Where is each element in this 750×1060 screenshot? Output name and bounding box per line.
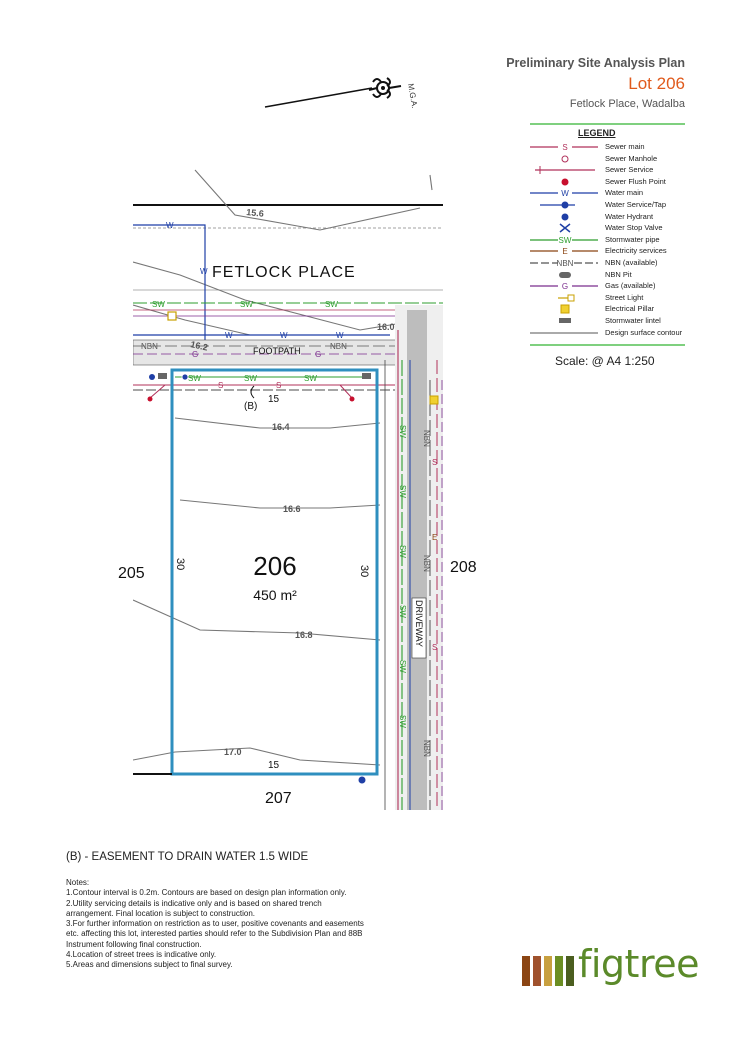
contour-label: 16.0 <box>377 322 395 332</box>
tap-legend-icon <box>530 200 600 210</box>
stormwater-label: SW <box>398 485 407 498</box>
legend-item-label: NBN Pit <box>605 269 632 279</box>
legend-item <box>530 281 685 291</box>
neighbour-left: 205 <box>118 565 145 582</box>
legend-item-label: Street Light <box>605 292 644 302</box>
north-arrow-label: M.G.A. <box>406 82 420 109</box>
note-item: 4.Location of street trees is indicative only. <box>66 950 217 960</box>
contour-label: 16.2 <box>189 339 209 353</box>
driveway-label: DRIVEWAY <box>414 600 424 648</box>
legend-item <box>530 154 685 164</box>
sewer-label: S <box>432 458 438 467</box>
nbn-label: NBN <box>141 342 158 351</box>
stormwater-label: SW <box>398 715 407 728</box>
title-block <box>480 56 685 110</box>
dimension-left-side: 30 <box>174 558 186 571</box>
sewer-label: S <box>432 643 438 652</box>
stormwater-label: SW <box>398 545 407 558</box>
svg-text:E: E <box>562 247 568 257</box>
nbn-legend-icon <box>530 258 600 268</box>
electric-label: E <box>432 533 438 542</box>
legend-item <box>530 142 685 152</box>
lot-title: Lot 206 <box>628 74 685 93</box>
legend-item-label: Sewer Flush Point <box>605 176 666 186</box>
figtree-logo <box>522 942 700 990</box>
scale-label: Scale: @ A4 1:250 <box>555 354 655 368</box>
legend-item <box>530 316 685 326</box>
stormwater-label: SW <box>304 374 317 383</box>
lot-number: 206 <box>253 551 297 581</box>
contour-labels <box>190 207 395 757</box>
legend-item-label: Sewer Service <box>605 165 654 175</box>
dot-legend-icon <box>530 177 600 187</box>
footpath-label: FOOTPATH <box>253 346 301 356</box>
e-legend-icon <box>530 246 600 256</box>
legend-item-label: Electricity services <box>605 246 667 256</box>
note-item: 1.Contour interval is 0.2m. Contours are based on design plan information only. <box>66 888 347 898</box>
contour-label: 15.6 <box>245 207 265 219</box>
utility-labels <box>141 221 437 757</box>
nbn-label: NBN <box>422 430 431 447</box>
stormwater-label: SW <box>188 374 201 383</box>
legend <box>530 124 685 346</box>
svg-text:W: W <box>561 189 569 199</box>
stormwater-label: SW <box>398 660 407 673</box>
light-legend-icon <box>530 293 600 303</box>
legend-item <box>530 223 685 233</box>
valve-legend-icon <box>530 223 600 233</box>
sewer-label: S <box>276 381 282 390</box>
legend-item <box>530 212 685 222</box>
gas-label: G <box>315 350 322 359</box>
svg-text:S: S <box>562 143 568 152</box>
contour-label: 16.8 <box>295 630 313 640</box>
svg-text:SW: SW <box>558 235 572 245</box>
svg-text:NBN: NBN <box>556 259 574 268</box>
north-arrow <box>265 78 419 109</box>
w-legend-icon <box>530 188 600 198</box>
note-item: 2.Utility servicing details is indicative only and is based on shared trench arrangement. Final location is subject to construction. <box>66 898 322 918</box>
contour-lines <box>133 170 432 765</box>
legend-item <box>530 328 685 338</box>
neighbour-bottom: 207 <box>265 790 292 807</box>
s-legend-icon <box>530 142 600 152</box>
contour-legend-icon <box>530 328 600 338</box>
north-arrow-ornament-icon <box>369 78 401 98</box>
nbn-label: NBN <box>422 555 431 572</box>
nbn-label: NBN <box>330 342 347 351</box>
lintel-legend-icon <box>530 316 600 326</box>
stormwater-label: SW <box>152 300 165 309</box>
pillar-legend-icon <box>530 304 600 314</box>
pit-legend-icon <box>530 270 600 280</box>
contour-label: 16.6 <box>283 504 301 514</box>
note-item: 5.Areas and dimensions subject to final survey. <box>66 960 233 970</box>
legend-item-label: Water Hydrant <box>605 211 654 221</box>
notes-heading: Notes: <box>66 878 90 887</box>
water-main-label: W <box>166 221 174 230</box>
dimension-rear: 15 <box>268 760 280 771</box>
legend-item-label: Stormwater pipe <box>605 234 660 244</box>
street-name: FETLOCK PLACE <box>212 264 356 281</box>
sewer-label: S <box>218 381 224 390</box>
contour-label: 17.0 <box>224 747 242 757</box>
manhole-legend-icon <box>530 154 600 164</box>
stormwater-label: SW <box>398 425 407 438</box>
legend-item <box>530 270 685 280</box>
legend-heading: LEGEND <box>578 128 616 138</box>
legend-item-label: Water Stop Valve <box>605 223 663 233</box>
contour-label: 16.4 <box>272 422 290 432</box>
legend-item-label: NBN (available) <box>605 258 658 267</box>
legend-item-label: Gas (available) <box>605 281 656 291</box>
sw-legend-icon <box>530 235 600 245</box>
dimension-front: 15 <box>268 394 280 405</box>
legend-item-label: Sewer main <box>605 142 645 151</box>
g-legend-icon <box>530 281 600 291</box>
legend-item-label: Stormwater lintel <box>605 316 661 325</box>
stormwater-label: SW <box>244 374 257 383</box>
figtree-logo-bars-icon <box>522 952 576 986</box>
legend-item <box>530 246 685 256</box>
water-main-label: W <box>200 267 208 276</box>
legend-item <box>530 304 685 314</box>
legend-item-label: Design surface contour <box>605 327 683 337</box>
legend-item-label: Electrical Pillar <box>605 304 655 314</box>
dot-legend-icon <box>530 212 600 222</box>
service-legend-icon <box>530 165 600 175</box>
notes <box>66 878 366 971</box>
stormwater-label: SW <box>240 300 253 309</box>
svg-text:G: G <box>561 282 569 292</box>
easement-note: (B) - EASEMENT TO DRAIN WATER 1.5 WIDE <box>66 851 309 863</box>
figtree-logo-text: figtree <box>578 942 700 986</box>
neighbour-right: 208 <box>450 559 477 576</box>
gas-label: G <box>192 350 199 359</box>
nbn-label: NBN <box>422 740 431 757</box>
legend-item <box>530 258 685 268</box>
easement-marker: (B) <box>244 401 258 412</box>
legend-item <box>530 293 685 303</box>
legend-item-label: Water main <box>605 188 644 198</box>
plan-title: Preliminary Site Analysis Plan <box>506 56 685 70</box>
legend-item-label: Water Service/Tap <box>605 200 666 209</box>
dimension-right-side: 30 <box>358 565 370 578</box>
water-main-label: W <box>336 331 344 340</box>
legend-item <box>530 188 685 198</box>
legend-item <box>530 235 685 245</box>
address: Fetlock Place, Wadalba <box>569 98 685 110</box>
water-main-label: W <box>280 331 288 340</box>
stormwater-label: SW <box>398 605 407 618</box>
legend-item-label: Sewer Manhole <box>605 153 658 163</box>
legend-item <box>530 200 685 210</box>
water-main-label: W <box>225 331 233 340</box>
note-item: 3.For further information on restriction as to user, positive covenants and easements etc. affecting this lot, interested parties should refer to the Subdivision Plan and 88B Instrument following final construction. <box>66 919 364 949</box>
legend-item <box>530 177 685 187</box>
stormwater-label: SW <box>325 300 338 309</box>
lot-area: 450 m² <box>253 587 297 603</box>
legend-item <box>530 165 685 175</box>
